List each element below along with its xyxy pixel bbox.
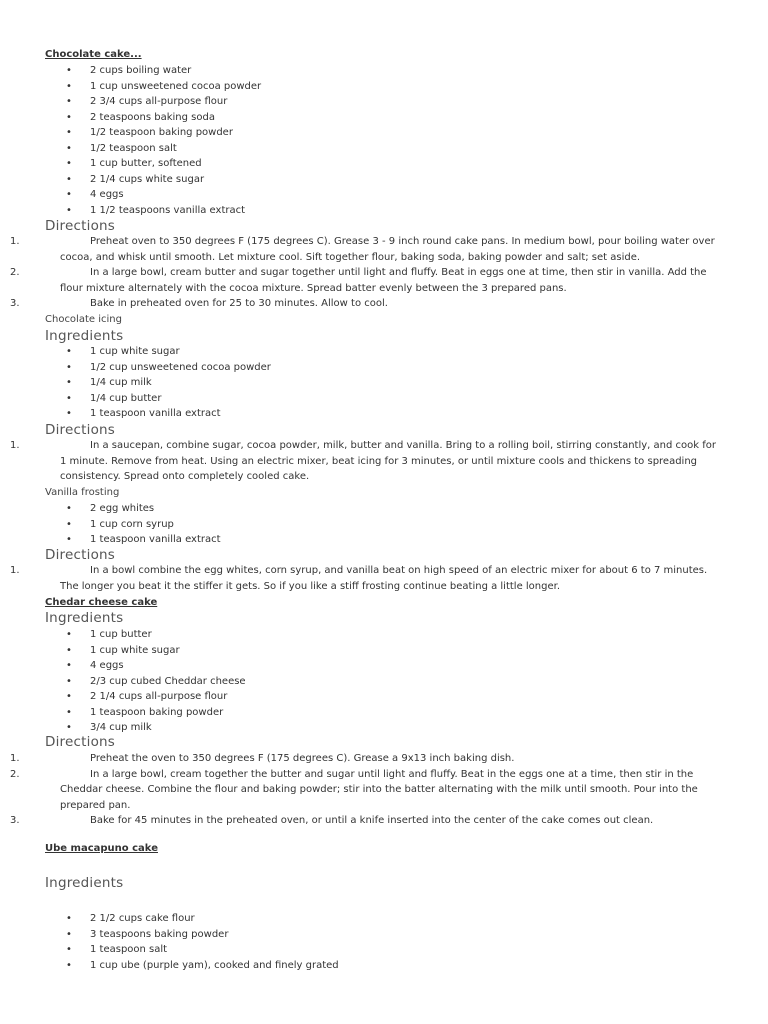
list-item: • 1 teaspoon vanilla extract (0, 406, 720, 422)
cheddar-cake-directions (0, 751, 720, 829)
vanilla-frosting-directions (0, 563, 720, 594)
list-item: • 2/3 cup cubed Cheddar cheese (0, 674, 720, 690)
step-number: 2. (10, 768, 20, 780)
list-item: • 1 cup white sugar (0, 643, 720, 659)
step-number: 3. (10, 298, 20, 309)
step-number: 1. (10, 753, 20, 764)
chocolate-icing-directions (0, 438, 720, 485)
list-item: • 4 eggs (0, 658, 720, 674)
direction-step (0, 767, 720, 814)
step-text: Preheat the oven to 350 degrees F (175 degrees C). Grease a 9x13 inch baking dish. (90, 753, 515, 764)
list-item: • 3/4 cup milk (0, 720, 720, 736)
list-item: • 1 cup corn syrup (0, 517, 720, 533)
list-item: • 1 teaspoon baking powder (0, 705, 720, 721)
step-text: In a saucepan, combine sugar, cocoa powder, milk, butter and vanilla. Bring to a rolling boil, stirring constantly, and cook for 1 minute. Remove from heat. Using an electric mixer, beat icing for 3 minutes, or until mixture cools and thickens to spreading consistency. Spread onto completely cooled cake. (60, 440, 716, 482)
directions-heading: Directions (45, 734, 116, 750)
cheddar-cake-ingredients (0, 627, 720, 736)
list-item: • 1/4 cup milk (0, 375, 720, 391)
chocolate-cake-title[interactable]: Chocolate cake... (45, 49, 142, 60)
cheddar-cake-title[interactable]: Chedar cheese cake (45, 597, 158, 608)
list-item: • 4 eggs (0, 187, 720, 203)
directions-heading: Directions (45, 422, 116, 438)
chocolate-icing-ingredients (0, 344, 720, 422)
step-text: In a large bowl, cream together the butter and sugar until light and fluffy. Beat in the eggs one at a time, then stir in the Cheddar cheese. Combine the flour and baking powder; stir into the batter alternating with the milk until smooth. Pour into the prepared pan. (60, 768, 698, 811)
list-item: • 1/2 cup unsweetened cocoa powder (0, 360, 720, 376)
list-item: • 1/4 cup butter (0, 391, 720, 407)
list-item: • 1 1/2 teaspoons vanilla extract (0, 203, 720, 219)
step-number: 1. (10, 565, 20, 576)
direction-step (0, 265, 720, 296)
list-item: • 1 cup butter (0, 627, 720, 643)
list-item: • 1 teaspoon salt (0, 942, 720, 958)
list-item: • 3 teaspoons baking powder (0, 927, 720, 943)
directions-heading: Directions (45, 218, 116, 234)
list-item: • 1 cup unsweetened cocoa powder (0, 79, 720, 95)
direction-step (0, 751, 720, 767)
vanilla-frosting-ingredients (0, 501, 720, 548)
ingredients-heading: Ingredients (45, 328, 124, 344)
ingredients-heading: Ingredients (45, 875, 124, 891)
list-item: • 2 3/4 cups all-purpose flour (0, 94, 720, 110)
chocolate-cake-ingredients (0, 63, 720, 218)
vanilla-frosting-title: Vanilla frosting (45, 487, 120, 498)
chocolate-icing-title: Chocolate icing (45, 314, 122, 325)
direction-step (0, 296, 720, 312)
list-item: • 1 cup butter, softened (0, 156, 720, 172)
direction-step (0, 813, 720, 829)
chocolate-cake-directions (0, 234, 720, 312)
step-text: Bake in preheated oven for 25 to 30 minutes. Allow to cool. (90, 298, 388, 309)
list-item: • 2 1/4 cups white sugar (0, 172, 720, 188)
step-text: Preheat oven to 350 degrees F (175 degrees C). Grease 3 - 9 inch round cake pans. In medium bowl, pour boiling water over cocoa, and whisk until smooth. Let mixture cool. Sift together flour, baking soda, baking powder and salt; set aside. (60, 236, 715, 263)
direction-step (0, 234, 720, 265)
ube-cake-ingredients (0, 911, 720, 973)
list-item: • 1 cup white sugar (0, 344, 720, 360)
list-item: • 2 1/4 cups all-purpose flour (0, 689, 720, 705)
step-number: 1. (10, 440, 20, 451)
list-item: • 2 egg whites (0, 501, 720, 517)
list-item: • 1/2 teaspoon salt (0, 141, 720, 157)
step-text: Bake for 45 minutes in the preheated oven, or until a knife inserted into the center of the cake comes out clean. (90, 815, 654, 826)
list-item: • 1 teaspoon vanilla extract (0, 532, 720, 548)
list-item: • 2 cups boiling water (0, 63, 720, 79)
directions-heading: Directions (45, 547, 116, 563)
direction-step (0, 563, 720, 594)
step-number: 2. (10, 267, 20, 278)
direction-step (0, 438, 720, 485)
ingredients-heading: Ingredients (45, 610, 124, 626)
step-number: 3. (10, 815, 20, 826)
step-text: In a large bowl, cream butter and sugar together until light and fluffy. Beat in eggs one at time, then stir in vanilla. Add the flour mixture alternately with the cocoa mixture. Spread batter evenly between the 3 prepared pans. (60, 267, 707, 294)
ube-cake-title[interactable]: Ube macapuno cake (45, 843, 158, 854)
list-item: • 2 teaspoons baking soda (0, 110, 720, 126)
step-number: 1. (10, 236, 20, 247)
list-item: • 1/2 teaspoon baking powder (0, 125, 720, 141)
list-item: • 1 cup ube (purple yam), cooked and finely grated (0, 958, 720, 974)
step-text: In a bowl combine the egg whites, corn syrup, and vanilla beat on high speed of an electric mixer for about 6 to 7 minutes. The longer you beat it the stiffer it gets. So if you like a stiff frosting continue beating a little longer. (60, 565, 708, 592)
list-item: • 2 1/2 cups cake flour (0, 911, 720, 927)
